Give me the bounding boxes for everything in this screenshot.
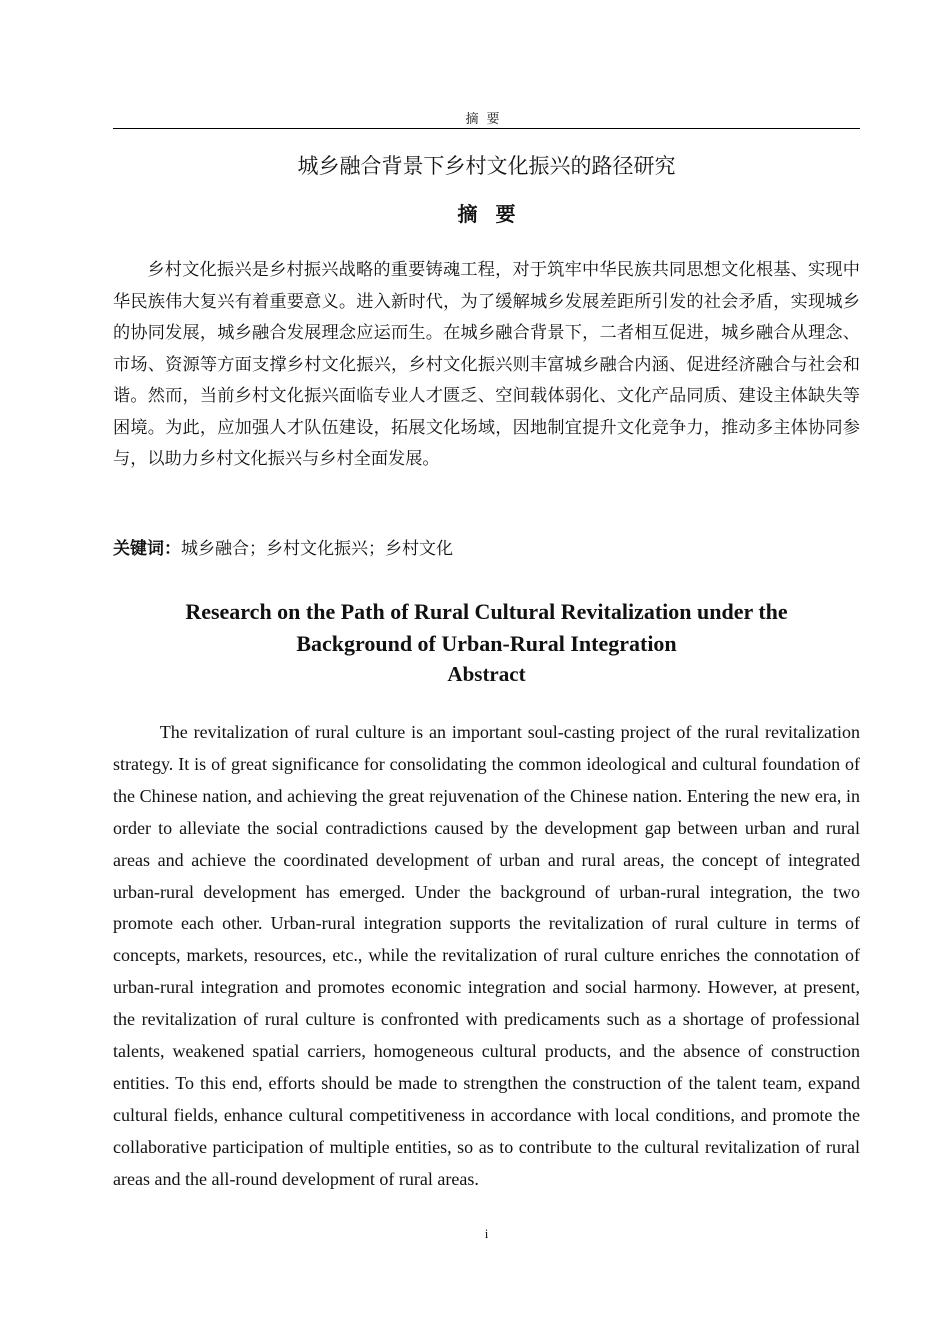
english-title-line-2: Background of Urban-Rural Integration <box>296 631 677 656</box>
keywords-line <box>113 535 860 563</box>
chinese-title: 城乡融合背景下乡村文化振兴的路径研究 <box>297 154 676 178</box>
english-title <box>113 596 860 660</box>
english-abstract-body: The revitalization of rural culture is an important soul-casting project of the rural revitalization strategy. It is of great significance for consolidating the common ideological and cultural foundation of the Chinese nation, and achieving the great rejuvenation of the Chinese nation. Entering the new era, in order to alleviate the social contradictions caused by the development gap between urban and rural areas and achieve the coordinated development of urban and rural areas, the concept of integrated urban-rural development has emerged. Under the background of urban-rural integration, the two promote each other. Urban-rural integration supports the revitalization of rural culture in terms of concepts, markets, resources, etc., while the revitalization of rural culture enriches the connotation of urban-rural integration and promotes economic integration and social harmony. However, at present, the revitalization of rural culture is confronted with predicaments such as a shortage of professional talents, weakened spatial carriers, homogeneous cultural products, and the absence of construction entities. To this end, efforts should be made to strengthen the construction of the talent team, expand cultural fields, enhance cultural competitiveness in accordance with local conditions, and promote the collaborative participation of multiple entities, so as to contribute to the cultural revitalization of rural areas and the all-round development of rural areas. <box>113 722 860 1189</box>
chinese-abstract-heading: 摘要 <box>457 202 534 226</box>
english-title-line-1: Research on the Path of Rural Cultural Revitalization under the <box>185 599 788 624</box>
running-header: 摘要 <box>465 112 508 127</box>
chinese-abstract-body: 乡村文化振兴是乡村振兴战略的重要铸魂工程，对于筑牢中华民族共同思想文化根基、实现中华民族伟大复兴有着重要意义。进入新时代，为了缓解城乡发展差距所引发的社会矛盾，实现城乡的协同发展，城乡融合发展理念应运而生。在城乡融合背景下，二者相互促进，城乡融合从理念、市场、资源等方面支撑乡村文化振兴，乡村文化振兴则丰富城乡融合内涵、促进经济融合与社会和谐。然而，当前乡村文化振兴面临专业人才匮乏、空间载体弱化、文化产品同质、建设主体缺失等困境。为此，应加强人才队伍建设，拓展文化场域，因地制宜提升文化竞争力，推动多主体协同参与，以助力乡村文化振兴与乡村全面发展。 <box>113 260 860 469</box>
keywords-label: 关键词： <box>113 539 181 559</box>
english-abstract-heading: Abstract <box>447 662 526 686</box>
keywords-text: 城乡融合；乡村文化振兴；乡村文化 <box>181 539 453 559</box>
page-number: i <box>484 1226 489 1241</box>
header-rule <box>113 128 860 129</box>
